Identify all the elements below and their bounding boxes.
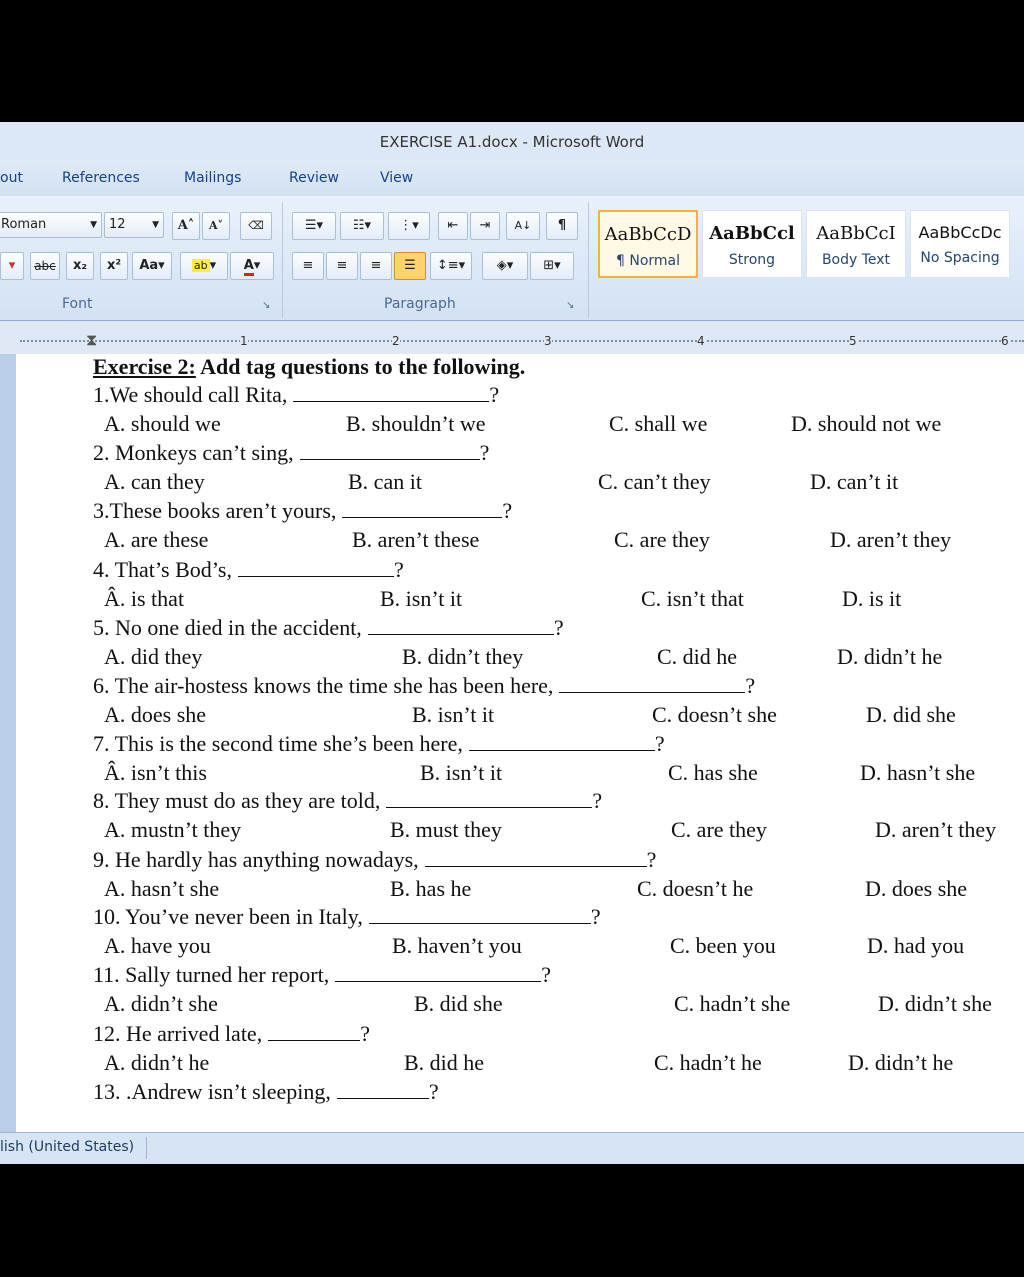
- question-stem: [93, 557, 404, 583]
- tab-layout[interactable]: out: [0, 170, 23, 186]
- answer-blank[interactable]: [369, 905, 591, 924]
- question-text: 9. He hardly has anything nowadays,: [93, 847, 419, 872]
- question-mark: ?: [553, 615, 564, 640]
- numbering-icon: ☷▾: [352, 218, 372, 233]
- answer-option: D. didn’t he: [848, 1050, 954, 1075]
- answer-blank[interactable]: [300, 441, 480, 460]
- answer-option: C. hadn’t he: [654, 1050, 762, 1075]
- question-text: 5. No one died in the accident,: [93, 615, 362, 640]
- document-page[interactable]: [16, 354, 1024, 1132]
- question-text: 11. Sally turned her report,: [93, 962, 330, 987]
- style-strong[interactable]: [702, 210, 802, 278]
- tab-review[interactable]: Review: [289, 170, 339, 186]
- clear-formatting-button[interactable]: [240, 212, 272, 240]
- change-case-button[interactable]: [132, 252, 172, 280]
- style-name: Body Text: [821, 252, 891, 268]
- document-area: [0, 354, 1024, 1132]
- question-text: 12. He arrived late,: [93, 1021, 263, 1046]
- answer-option: C. doesn’t he: [637, 876, 754, 901]
- answer-option: D. did she: [866, 702, 956, 727]
- answer-blank[interactable]: [368, 616, 554, 635]
- style-no-spacing[interactable]: [910, 210, 1010, 278]
- answer-option: C. are they: [614, 527, 710, 552]
- answer-blank[interactable]: [425, 848, 647, 867]
- answer-blank[interactable]: [335, 963, 541, 982]
- answer-option: B. shouldn’t we: [346, 411, 486, 436]
- answer-option: B. did she: [414, 991, 503, 1016]
- font-size-box[interactable]: [104, 212, 164, 238]
- answer-option: Â. is that: [104, 586, 185, 611]
- multilevel-list-button[interactable]: [388, 212, 430, 240]
- font-size-value: 12: [109, 217, 126, 232]
- increase-indent-button[interactable]: [470, 212, 500, 240]
- font-color-icon: A: [244, 258, 254, 276]
- title-bar: [0, 122, 1024, 160]
- decrease-indent-icon: ⇤: [447, 218, 459, 233]
- answer-option: B. isn’t it: [412, 702, 495, 727]
- style-name: No Spacing: [920, 250, 1000, 266]
- answer-option: B. can it: [348, 469, 422, 494]
- style-name: Strong: [728, 252, 776, 268]
- answer-option: B. isn’t it: [380, 586, 463, 611]
- answer-option: Â. isn’t this: [104, 760, 207, 785]
- ruler-number: 3: [544, 334, 552, 348]
- answer-option: D. didn’t he: [837, 644, 943, 669]
- paragraph-dialog-launcher-icon[interactable]: ↘: [566, 300, 575, 311]
- clear-formatting-icon: ⌫: [248, 219, 264, 232]
- answer-option: B. isn’t it: [420, 760, 503, 785]
- font-name-box[interactable]: [0, 212, 102, 238]
- ruler-ticks: [20, 340, 1024, 342]
- heading-prefix: Exercise 2:: [93, 354, 196, 379]
- answer-option: D. is it: [842, 586, 902, 611]
- answer-option: D. didn’t she: [878, 991, 992, 1016]
- answer-option: D. had you: [867, 933, 965, 958]
- answer-blank[interactable]: [268, 1022, 360, 1041]
- indent-marker-icon[interactable]: ⧗: [86, 330, 98, 349]
- chevron-down-icon: ▼: [152, 220, 159, 230]
- paint-bucket-icon: ◈▾: [496, 258, 514, 273]
- highlight-button[interactable]: ab ▾: [180, 252, 228, 280]
- font-group-label: Font: [62, 296, 93, 312]
- answer-option: A. mustn’t they: [104, 817, 242, 842]
- highlighter-icon: ab: [193, 259, 208, 272]
- answer-blank[interactable]: [293, 383, 489, 402]
- ruler-number: 2: [392, 334, 400, 348]
- line-spacing-icon: ↕≡▾: [436, 258, 466, 273]
- grow-font-icon: A˄: [177, 218, 195, 233]
- shrink-font-button[interactable]: [202, 212, 230, 240]
- ribbon-tabs: [0, 160, 1024, 196]
- answer-option: C. can’t they: [598, 469, 711, 494]
- tab-references[interactable]: References: [62, 170, 140, 186]
- question-stem: [93, 962, 551, 988]
- style-sample: AaBbCcl: [709, 223, 795, 244]
- question-mark: ?: [590, 904, 601, 929]
- answer-option: A. didn’t he: [104, 1050, 210, 1075]
- answer-option: C. hadn’t she: [674, 991, 791, 1016]
- question-mark: ?: [502, 498, 513, 523]
- answer-option: B. must they: [390, 817, 502, 842]
- answer-option: A. are these: [104, 527, 209, 552]
- question-mark: ?: [654, 731, 665, 756]
- question-mark: ?: [393, 557, 404, 582]
- increase-indent-icon: ⇥: [479, 218, 491, 233]
- answer-blank[interactable]: [559, 674, 745, 693]
- language-indicator[interactable]: lish (United States): [0, 1139, 135, 1155]
- answer-option: C. are they: [671, 817, 767, 842]
- answer-blank[interactable]: [337, 1080, 429, 1099]
- answer-option: C. isn’t that: [641, 586, 744, 611]
- answer-blank[interactable]: [342, 499, 502, 518]
- answer-blank[interactable]: [469, 732, 655, 751]
- answer-option: C. been you: [670, 933, 776, 958]
- question-stem: [93, 904, 601, 930]
- line-spacing-button[interactable]: [430, 252, 472, 280]
- style-sample: AaBbCcD: [604, 224, 692, 245]
- borders-icon: ⊞▾: [543, 258, 561, 273]
- status-bar: [0, 1132, 1024, 1164]
- question-mark: ?: [489, 382, 500, 407]
- question-stem: [93, 382, 499, 408]
- ruler-number: 4: [697, 334, 705, 348]
- style-normal[interactable]: [598, 210, 698, 278]
- answer-option: D. does she: [865, 876, 968, 901]
- question-stem: [93, 1079, 439, 1105]
- bullets-icon: ☰▾: [304, 218, 324, 233]
- group-separator: [282, 202, 283, 318]
- status-divider: [146, 1137, 147, 1159]
- question-text: 7. This is the second time she’s been here,: [93, 731, 463, 756]
- ruler-number: 6: [1001, 334, 1009, 348]
- style-body-text[interactable]: [806, 210, 906, 278]
- change-case-icon: Aa▾: [139, 258, 165, 273]
- paragraph-group-label: Paragraph: [384, 296, 456, 312]
- align-right-button[interactable]: [360, 252, 392, 280]
- answer-option: A. should we: [104, 411, 221, 436]
- justify-button[interactable]: [394, 252, 426, 280]
- answer-blank[interactable]: [238, 558, 394, 577]
- question-text: 1.We should call Rita,: [93, 382, 288, 407]
- bold-button[interactable]: [0, 252, 24, 280]
- dropdown-icon: ▾: [8, 258, 16, 273]
- word-window: [0, 122, 1024, 1164]
- pilcrow-icon: ¶: [557, 218, 567, 233]
- answer-option: A. did they: [104, 644, 203, 669]
- answer-option: A. hasn’t she: [104, 876, 220, 901]
- style-name: ¶ Normal: [615, 253, 680, 269]
- ruler: [0, 330, 1024, 355]
- sort-button[interactable]: [506, 212, 540, 240]
- answer-option: B. has he: [390, 876, 472, 901]
- align-left-icon: ≡: [302, 258, 314, 273]
- align-center-icon: ≡: [336, 258, 348, 273]
- answer-option: D. aren’t they: [830, 527, 952, 552]
- answer-option: A. does she: [104, 702, 207, 727]
- answer-option: A. have you: [104, 933, 211, 958]
- heading-text: Add tag questions to the following.: [195, 354, 526, 379]
- question-mark: ?: [592, 788, 603, 813]
- question-text: 3.These books aren’t yours,: [93, 498, 337, 523]
- tab-mailings[interactable]: Mailings: [184, 170, 242, 186]
- align-right-icon: ≡: [370, 258, 382, 273]
- question-text: 2. Monkeys can’t sing,: [93, 440, 294, 465]
- answer-option: C. shall we: [609, 411, 708, 436]
- answer-option: D. should not we: [791, 411, 942, 436]
- grow-font-button[interactable]: [172, 212, 200, 240]
- group-separator: [588, 202, 589, 318]
- tab-view[interactable]: View: [380, 170, 414, 186]
- numbering-button[interactable]: [340, 212, 384, 240]
- answer-blank[interactable]: [386, 789, 592, 808]
- answer-option: A. didn’t she: [104, 991, 218, 1016]
- align-center-button[interactable]: [326, 252, 358, 280]
- question-text: 10. You’ve never been in Italy,: [93, 904, 363, 929]
- question-mark: ?: [745, 673, 756, 698]
- font-color-button[interactable]: A▾: [230, 252, 274, 280]
- question-stem: [93, 498, 512, 524]
- ruler-number: 1: [240, 334, 248, 348]
- strikethrough-icon: abc: [34, 259, 56, 273]
- question-text: 6. The air-hostess knows the time she has been here,: [93, 673, 554, 698]
- ribbon: [0, 196, 1024, 321]
- question-mark: ?: [646, 847, 657, 872]
- bullets-button[interactable]: [292, 212, 336, 240]
- answer-option: B. aren’t these: [352, 527, 480, 552]
- chevron-down-icon: ▼: [90, 220, 97, 230]
- answer-option: B. did he: [404, 1050, 485, 1075]
- question-mark: ?: [541, 962, 551, 987]
- shading-button[interactable]: [482, 252, 528, 280]
- exercise-heading: [93, 354, 525, 380]
- answer-option: C. doesn’t she: [652, 702, 777, 727]
- borders-button[interactable]: [530, 252, 574, 280]
- decrease-indent-button[interactable]: [438, 212, 468, 240]
- question-stem: [93, 788, 602, 814]
- question-mark: ?: [479, 440, 490, 465]
- subscript-button[interactable]: [66, 252, 94, 280]
- answer-option: C. did he: [657, 644, 738, 669]
- shrink-font-icon: A˅: [208, 219, 224, 232]
- answer-option: C. has she: [668, 760, 758, 785]
- ruler-number: 5: [849, 334, 857, 348]
- style-sample: AaBbCcDc: [918, 223, 1002, 242]
- answer-option: A. can they: [104, 469, 205, 494]
- superscript-button[interactable]: [100, 252, 128, 280]
- answer-option: D. can’t it: [810, 469, 899, 494]
- question-stem: [93, 847, 656, 873]
- question-text: 13. .Andrew isn’t sleeping,: [93, 1079, 331, 1104]
- justify-icon: ☰: [404, 258, 416, 273]
- question-stem: [93, 1021, 370, 1047]
- question-stem: [93, 731, 665, 757]
- answer-option: D. hasn’t she: [860, 760, 976, 785]
- question-text: 8. They must do as they are told,: [93, 788, 381, 813]
- answer-option: B. didn’t they: [402, 644, 524, 669]
- window-title: EXERCISE A1.docx - Microsoft Word: [379, 133, 645, 151]
- question-stem: [93, 673, 755, 699]
- multilevel-list-icon: ⋮▾: [399, 218, 419, 233]
- question-text: 4. That’s Bod’s,: [93, 557, 232, 582]
- sort-icon: A↓: [514, 219, 532, 232]
- question-mark: ?: [360, 1021, 370, 1046]
- superscript-icon: x²: [106, 258, 122, 273]
- font-name-value: Roman: [1, 217, 47, 232]
- font-dialog-launcher-icon[interactable]: ↘: [262, 300, 271, 311]
- question-stem: [93, 615, 564, 641]
- question-stem: [93, 440, 489, 466]
- answer-option: D. aren’t they: [875, 817, 997, 842]
- style-sample: AaBbCcI: [816, 223, 896, 244]
- strikethrough-button[interactable]: [30, 252, 60, 280]
- subscript-icon: x₂: [72, 258, 88, 273]
- show-formatting-button[interactable]: [546, 212, 578, 240]
- question-mark: ?: [428, 1079, 439, 1104]
- answer-option: B. haven’t you: [392, 933, 522, 958]
- align-left-button[interactable]: [292, 252, 324, 280]
